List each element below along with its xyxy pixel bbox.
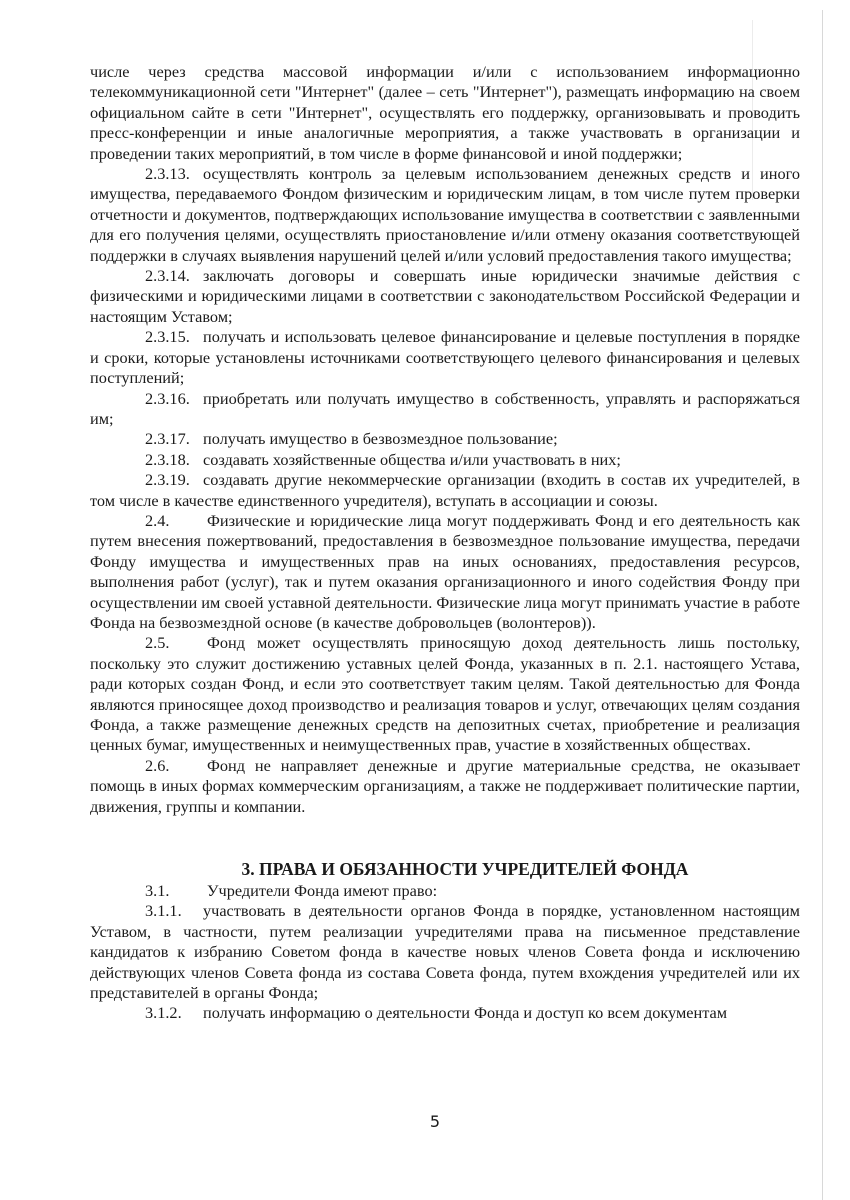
clause-2-3-19: 2.3.19. создавать другие некоммерческие организации (входить в состав их учредителей, в том числе в качестве единственного учредителя), вступать в ассоциации и союзы.: [90, 470, 800, 510]
clause-2-5: 2.5. Фонд может осуществлять приносящую доход деятельность лишь постольку, поскольку это служит достижению уставных целей Фонда, указанных в п. 2.1. настоящего Устава, ради которых создан Фонд, и если это соответствует таким целям. Такой деятельностью для Фонда являются приносящее доход производство и реализация товаров и услуг, отвечающих целям создания Фонда, а также размещение денежных средств на депозитных счетах, приобретение и реализация ценных бумаг, имущественных и неимущественных прав, участие в хозяйственных обществах.: [90, 633, 800, 755]
clause-2-3-17: 2.3.17. получать имущество в безвозмездное пользование;: [145, 429, 558, 449]
clause-2-3-16: 2.3.16. приобретать или получать имущество в собственность, управлять и распоряжаться им;: [90, 388, 800, 428]
clause-2-6: 2.6. Фонд не направляет денежные и другие материальные средства, не оказывает помощь в иных формах коммерческим организациям, а также не поддерживает политические партии, движения, группы и компании.: [90, 755, 800, 816]
clause-2-3-15: 2.3.15. получать и использовать целевое финансирование и целевые поступления в порядке и сроки, которые установлены источниками соответствующего целевого финансирования и целевых поступлений;: [90, 327, 800, 388]
clause-2-3-13: 2.3.13. осуществлять контроль за целевым использованием денежных средств и иного имущества, передаваемого Фондом физическим и юридическим лицам, в том числе путем проверки отчетности и документов, подтверждающих использование имущества в соответствии с заявленными для его получения целями, осуществлять приостановление и/или отмену оказания соответствующей поддержки в случаях выявления нарушений целей и/или условий предоставления такого имущества;: [90, 164, 800, 265]
clause-2-4: 2.4. Физические и юридические лица могут поддерживать Фонд и его деятельность как путем внесения пожертвований, предоставления в безвозмездное пользование имущества, передачи Фонду имущества и имущественных прав на иных основаниях, предоставления ресурсов, выполнения работ (услуг), так и путем оказания организационного и иного содействия Фонду при осуществлении им своей уставной деятельности. Физические лица могут принимать участие в работе Фонда на безвозмездной основе (в качестве добровольцев (волонтеров)).: [90, 510, 800, 632]
page-number: 5: [429, 1112, 441, 1131]
clause-2-3-14: 2.3.14. заключать договоры и совершать иные юридически значимые действия с физическими и юридическими лицами в соответствии с законодательством Российской Федерации и настоящим Уставом;: [90, 266, 800, 326]
section-heading: 3. ПРАВА И ОБЯЗАННОСТИ УЧРЕДИТЕЛЕЙ ФОНДА: [241, 859, 689, 880]
clause-2-3-18: 2.3.18. создавать хозяйственные общества и/или участвовать в них;: [145, 449, 621, 469]
document-page: [90, 62, 800, 1024]
clause-3-1: 3.1. Учредители Фонда имеют право:: [145, 881, 438, 901]
clause-3-1-1: 3.1.1. участвовать в деятельности органов Фонда в порядке, установленном настоящим Уставом, в частности, путем реализации учредителями права на письменное представление кандидатов к избранию Советом фонда в качестве новых членов Совета фонда и исключению действующих членов Совета фонда из состава Совета фонда, путем вхождения учредителей или их представителей в органы Фонда;: [90, 901, 800, 1003]
scan-fold-line: [822, 10, 823, 1200]
continuation-paragraph: числе через средства массовой информации и/или с использованием информационно телекоммуникационной сети "Интернет" (далее – сеть "Интернет"), размещать информацию на своем официальном сайте в сети "Интернет", осуществлять его поддержку, организовывать и проводить пресс-конференции и иные аналогичные мероприятия, а также участвовать в организации и проведении таких мероприятий, в том числе в форме финансовой и иной поддержки;: [90, 62, 800, 163]
clause-3-1-2: 3.1.2. получать информацию о деятельности Фонда и доступ ко всем документам: [145, 1003, 728, 1023]
